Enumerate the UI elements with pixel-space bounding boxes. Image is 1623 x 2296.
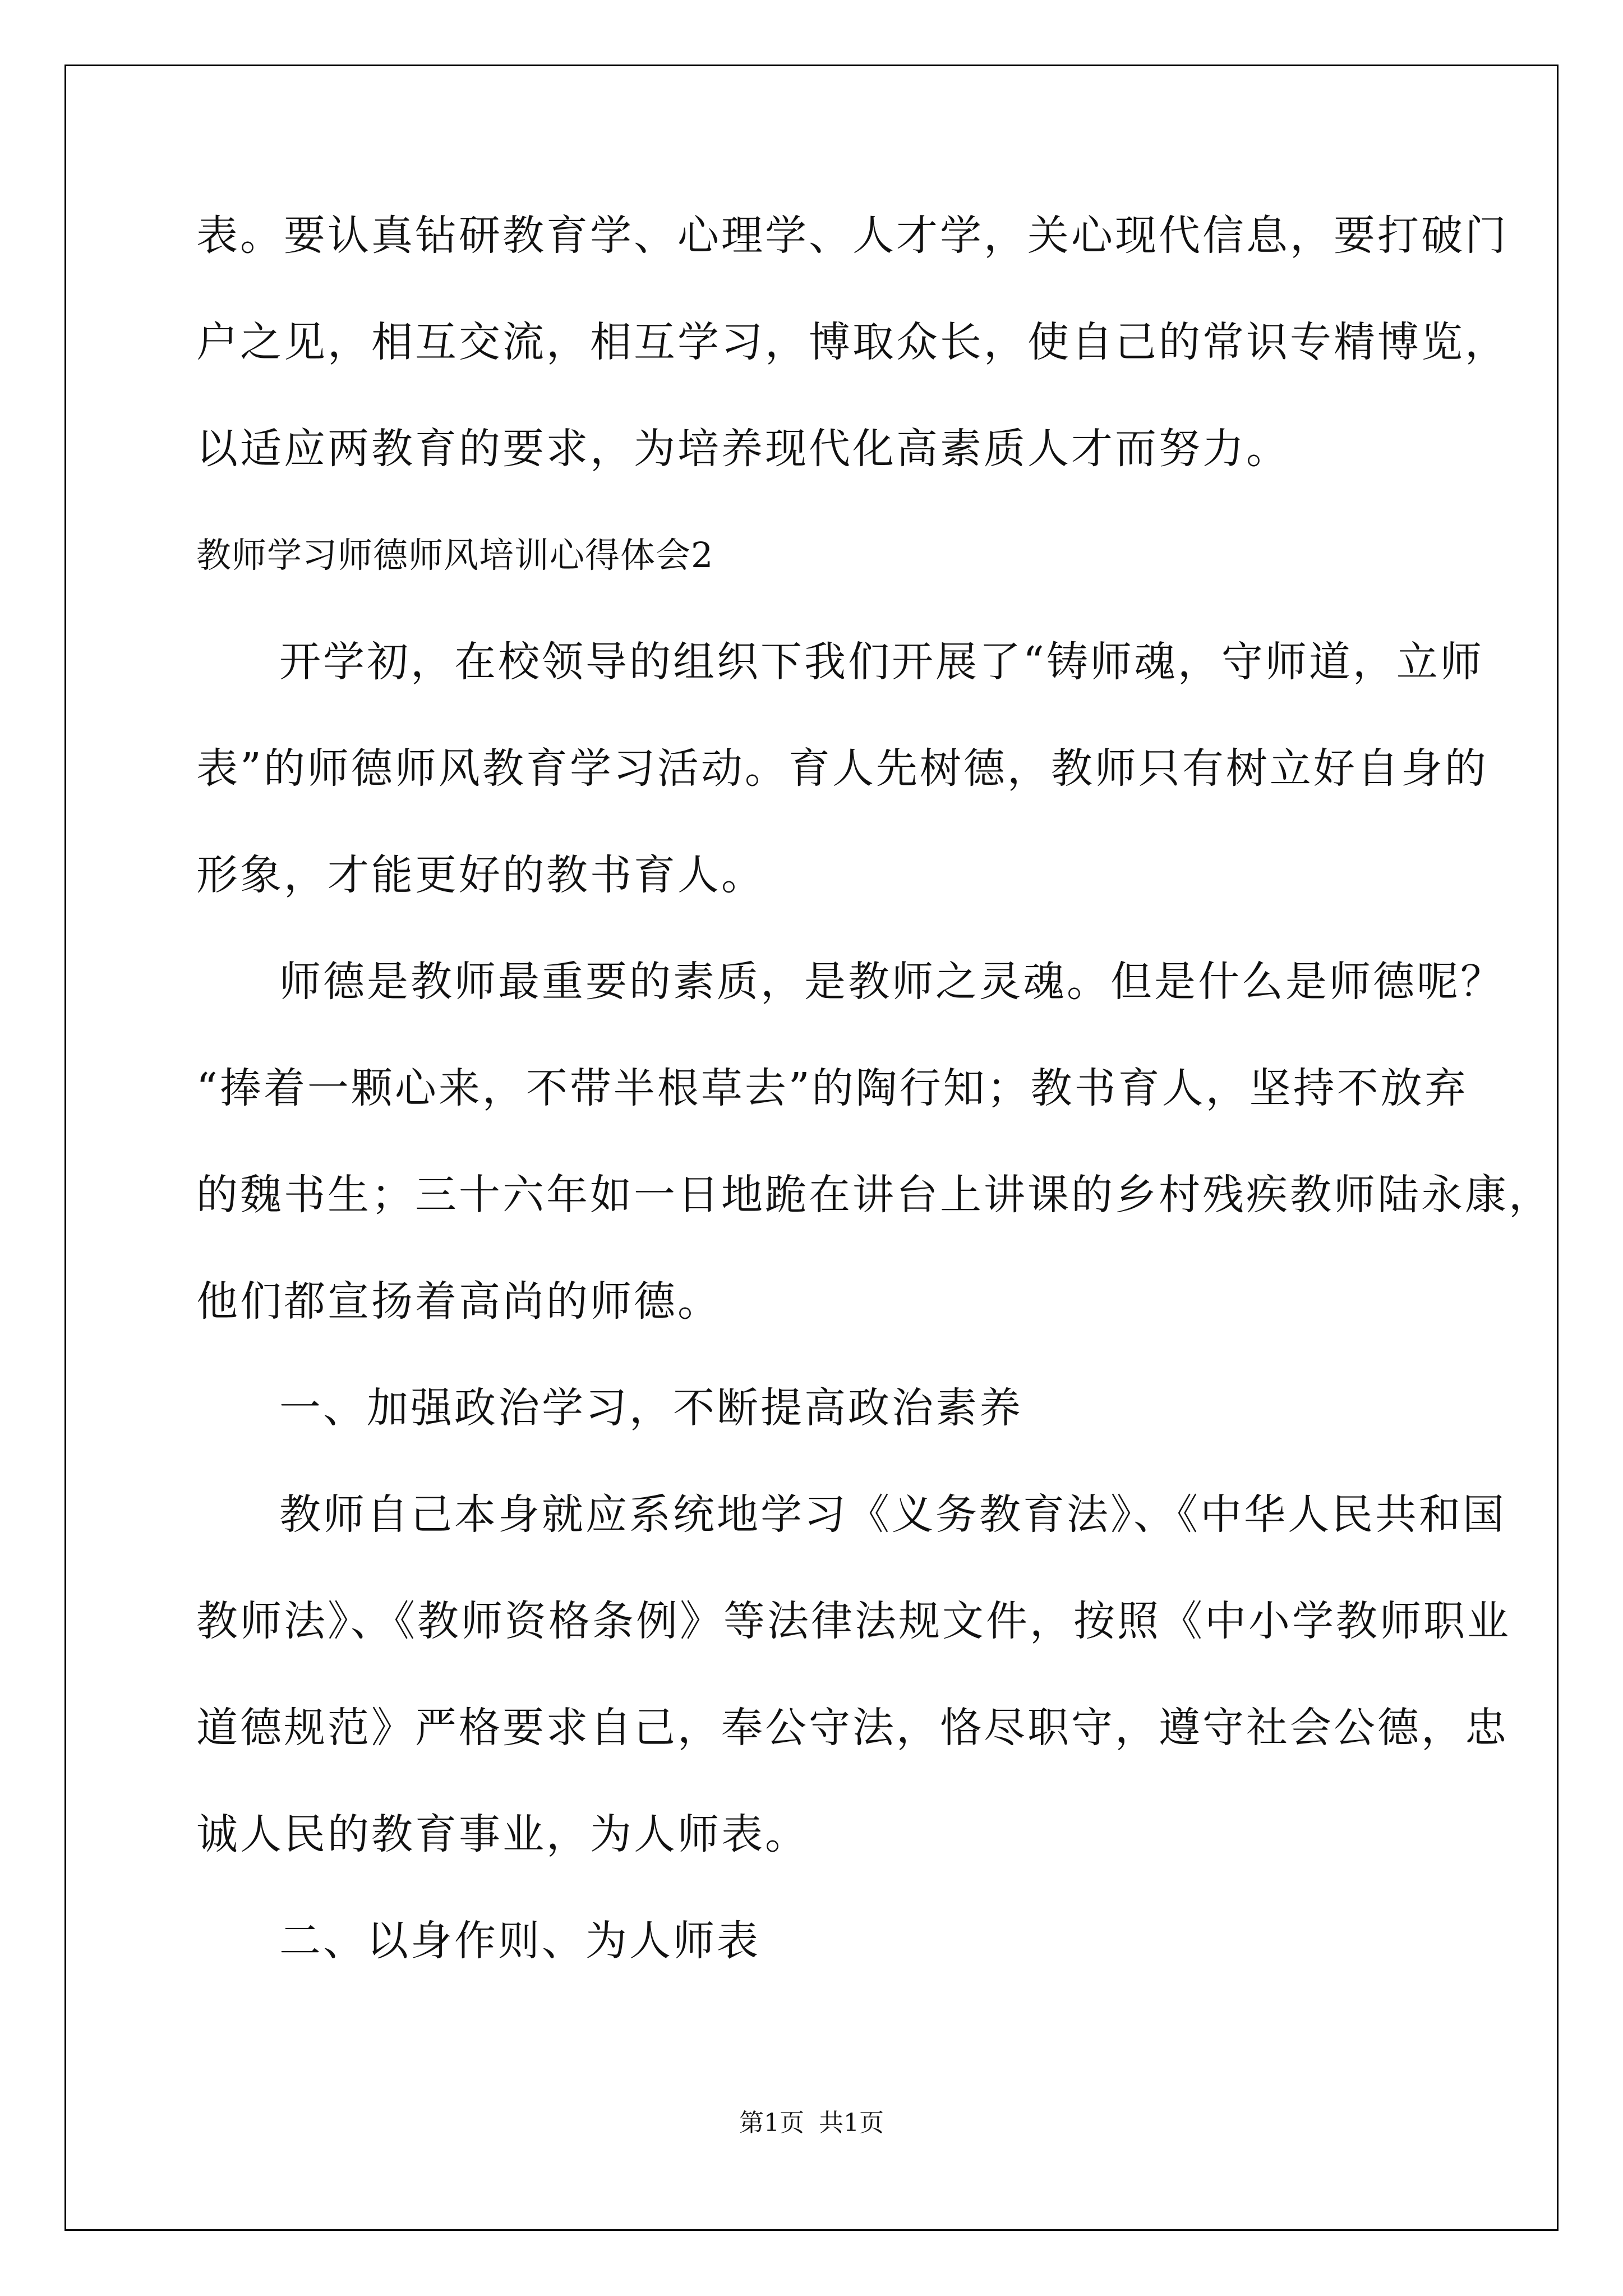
page-border xyxy=(64,65,1559,2231)
page-total: 共1页 xyxy=(819,2109,884,2137)
paragraph-line: 表。要认真钻研教育学、心理学、人才学，关心现代信息，要打破门 xyxy=(196,211,1509,260)
paragraph-line: 表”的师德师风教育学习活动。育人先树德，教师只有树立好自身的 xyxy=(196,744,1488,793)
paragraph-line: 以适应两教育的要求，为培养现代化高素质人才而努力。 xyxy=(196,425,1290,473)
paragraph-line: 他们都宣扬着高尚的师德。 xyxy=(196,1277,721,1326)
paragraph-line: 的魏书生；三十六年如一日地跪在讲台上讲课的乡村残疾教师陆永康， xyxy=(196,1171,1552,1219)
page-number: 第1页 xyxy=(739,2109,804,2137)
list-heading: 一、加强政治学习，不断提高政治素养 xyxy=(279,1384,1023,1432)
paragraph-line: 诚人民的教育事业，为人师表。 xyxy=(196,1810,809,1858)
paragraph-line: 道德规范》严格要求自己，奉公守法，恪尽职守，遵守社会公德，忠 xyxy=(196,1704,1509,1752)
paragraph-line: 师德是教师最重要的素质，是教师之灵魂。但是什么是师德呢？ xyxy=(279,958,1504,1006)
list-heading: 二、以身作则、为人师表 xyxy=(279,1917,760,1965)
paragraph-line: “捧着一颗心来，不带半根草去”的陶行知；教书育人，坚持不放弃 xyxy=(196,1064,1468,1112)
paragraph-line: 教师法》、《教师资格条例》等法律法规文件，按照《中小学教师职业 xyxy=(196,1597,1511,1645)
page-footer xyxy=(0,2106,1623,2140)
paragraph-line: 教师自己本身就应系统地学习《义务教育法》、《中华人民共和国 xyxy=(279,1490,1506,1539)
paragraph-line: 户之见，相互交流，相互学习，博取众长，使自己的常识专精博览， xyxy=(196,318,1509,366)
paragraph-line: 形象，才能更好的教书育人。 xyxy=(196,851,765,899)
section-heading: 教师学习师德师风培训心得体会2 xyxy=(196,535,714,576)
paragraph-line: 开学初，在校领导的组织下我们开展了“铸师魂，守师道，立师 xyxy=(279,638,1484,686)
